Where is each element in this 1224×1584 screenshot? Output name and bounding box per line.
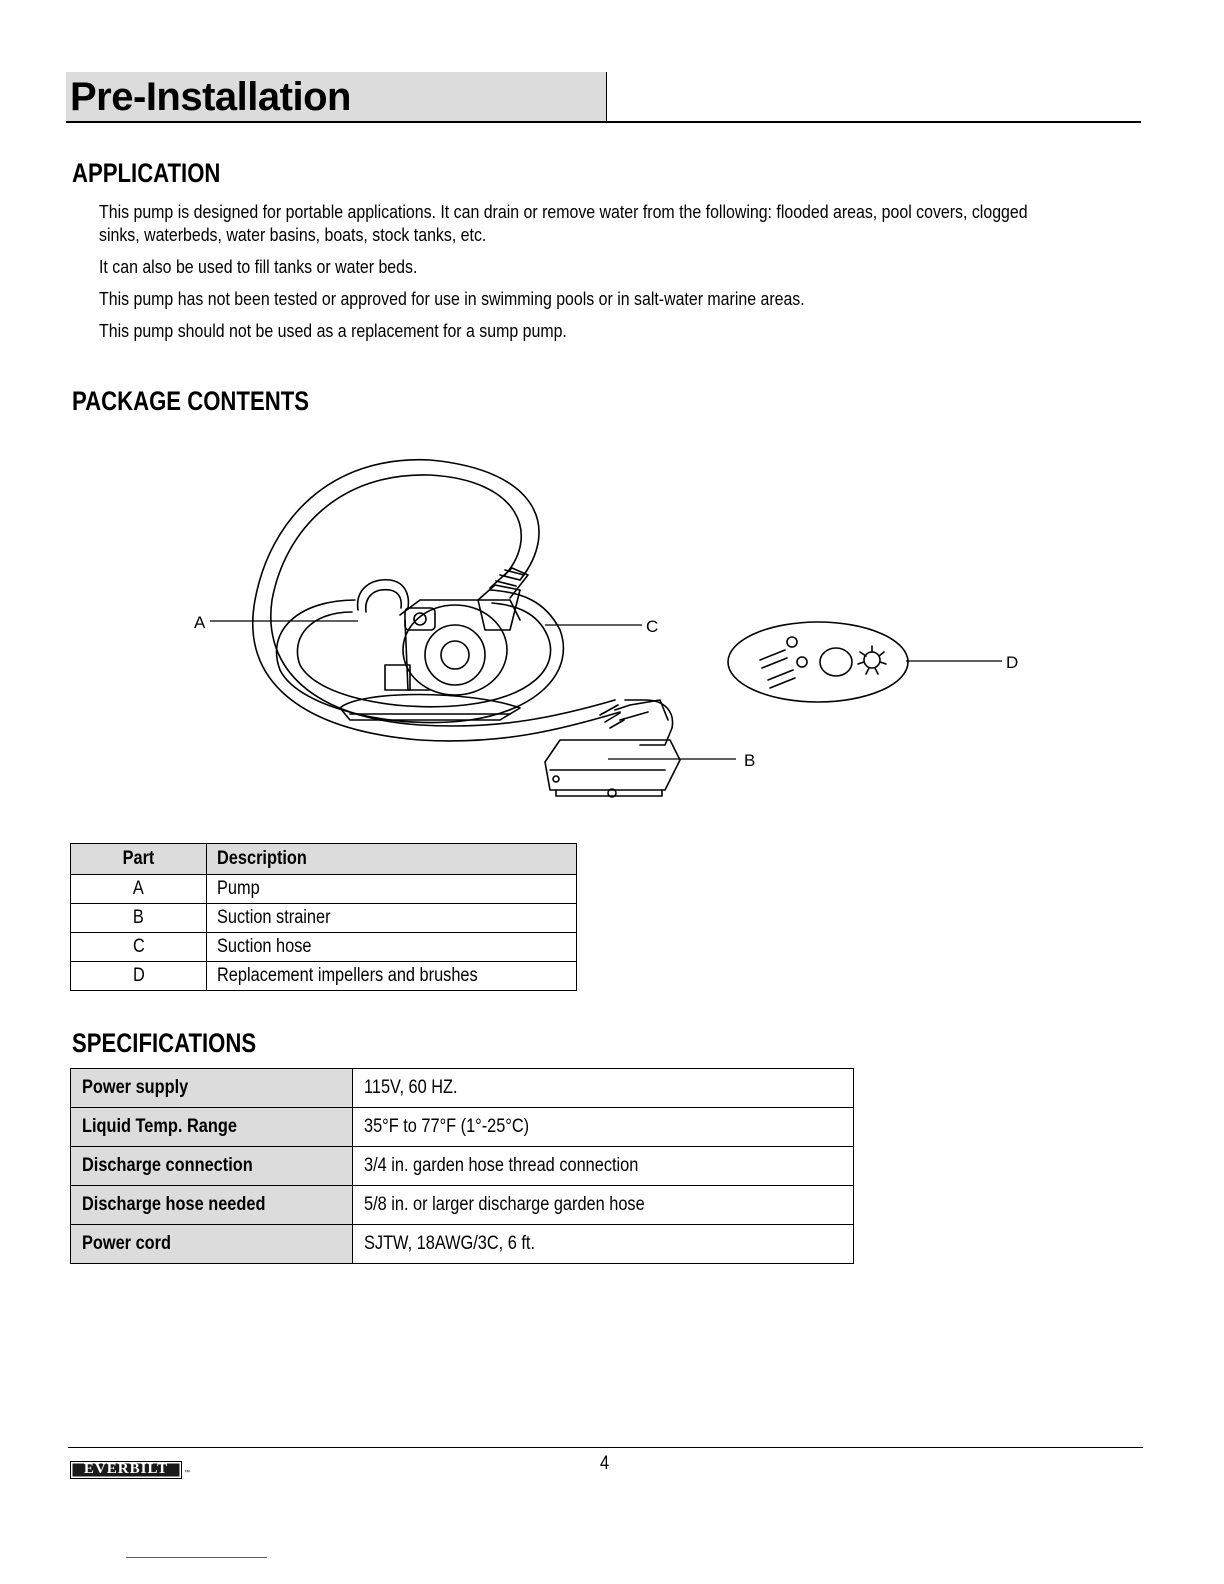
application-paragraph-2: It can also be used to fill tanks or water beds. xyxy=(99,256,418,277)
spec-value: 115V, 60 HZ. xyxy=(353,1069,854,1108)
trademark-mark: ™ xyxy=(184,1470,190,1476)
part-letter: B xyxy=(71,904,207,933)
table-row xyxy=(71,875,577,904)
part-letter: D xyxy=(71,962,207,991)
part-description: Pump xyxy=(207,875,577,904)
package-contents-heading: PACKAGE CONTENTS xyxy=(72,386,309,416)
parts-table-header xyxy=(71,844,577,875)
spec-value: 5/8 in. or larger discharge garden hose xyxy=(353,1186,854,1225)
application-paragraph-4: This pump should not be used as a replacement for a sump pump. xyxy=(99,320,567,341)
part-description: Replacement impellers and brushes xyxy=(207,962,577,991)
page-title: Pre-Installation xyxy=(70,75,351,119)
part-letter: C xyxy=(71,933,207,962)
application-paragraph-1: This pump is designed for portable applications. It can drain or remove water from the following: flooded areas, pool covers, clogged xyxy=(99,201,1028,222)
table-row xyxy=(71,1069,854,1108)
specifications-heading: SPECIFICATIONS xyxy=(72,1028,257,1058)
specifications-table xyxy=(70,1068,854,1264)
application-paragraph-3: This pump has not been tested or approved for use in swimming pools or in salt-water marine areas. xyxy=(99,288,805,309)
spec-label: Discharge connection xyxy=(71,1147,353,1186)
part-description: Suction hose xyxy=(207,933,577,962)
package-contents-diagram xyxy=(0,430,1224,820)
brand-logo: EVERBILT xyxy=(70,1461,182,1479)
table-row xyxy=(71,1225,854,1264)
part-description: Suction strainer xyxy=(207,904,577,933)
callout-d: D xyxy=(1006,653,1019,672)
page-number: 4 xyxy=(600,1453,610,1474)
header-divider xyxy=(66,121,1141,123)
pump-body xyxy=(340,580,520,720)
footnote-rule xyxy=(126,1557,267,1558)
part-letter: A xyxy=(71,875,207,904)
callout-b: B xyxy=(744,751,756,770)
table-row xyxy=(71,1147,854,1186)
spec-value: SJTW, 18AWG/3C, 6 ft. xyxy=(353,1225,854,1264)
spec-value: 3/4 in. garden hose thread connection xyxy=(353,1147,854,1186)
application-heading: APPLICATION xyxy=(72,158,221,188)
callout-c: C xyxy=(646,617,659,636)
table-row xyxy=(71,904,577,933)
spec-label: Power cord xyxy=(71,1225,353,1264)
table-row xyxy=(71,962,577,991)
hose-coupling xyxy=(478,568,528,630)
footer-divider xyxy=(68,1447,1143,1448)
spec-label: Liquid Temp. Range xyxy=(71,1108,353,1147)
callout-a: A xyxy=(194,613,206,632)
parts-table xyxy=(70,843,577,991)
parts-header-description: Description xyxy=(207,844,577,875)
table-row xyxy=(71,1108,854,1147)
spec-value: 35°F to 77°F (1°-25°C) xyxy=(353,1108,854,1147)
spec-label: Power supply xyxy=(71,1069,353,1108)
application-paragraph-1-cont: sinks, waterbeds, water basins, boats, stock tanks, etc. xyxy=(99,224,487,245)
table-row xyxy=(71,933,577,962)
parts-header-part: Part xyxy=(71,844,207,875)
replacement-parts xyxy=(728,622,908,702)
table-row xyxy=(71,1186,854,1225)
spec-label: Discharge hose needed xyxy=(71,1186,353,1225)
